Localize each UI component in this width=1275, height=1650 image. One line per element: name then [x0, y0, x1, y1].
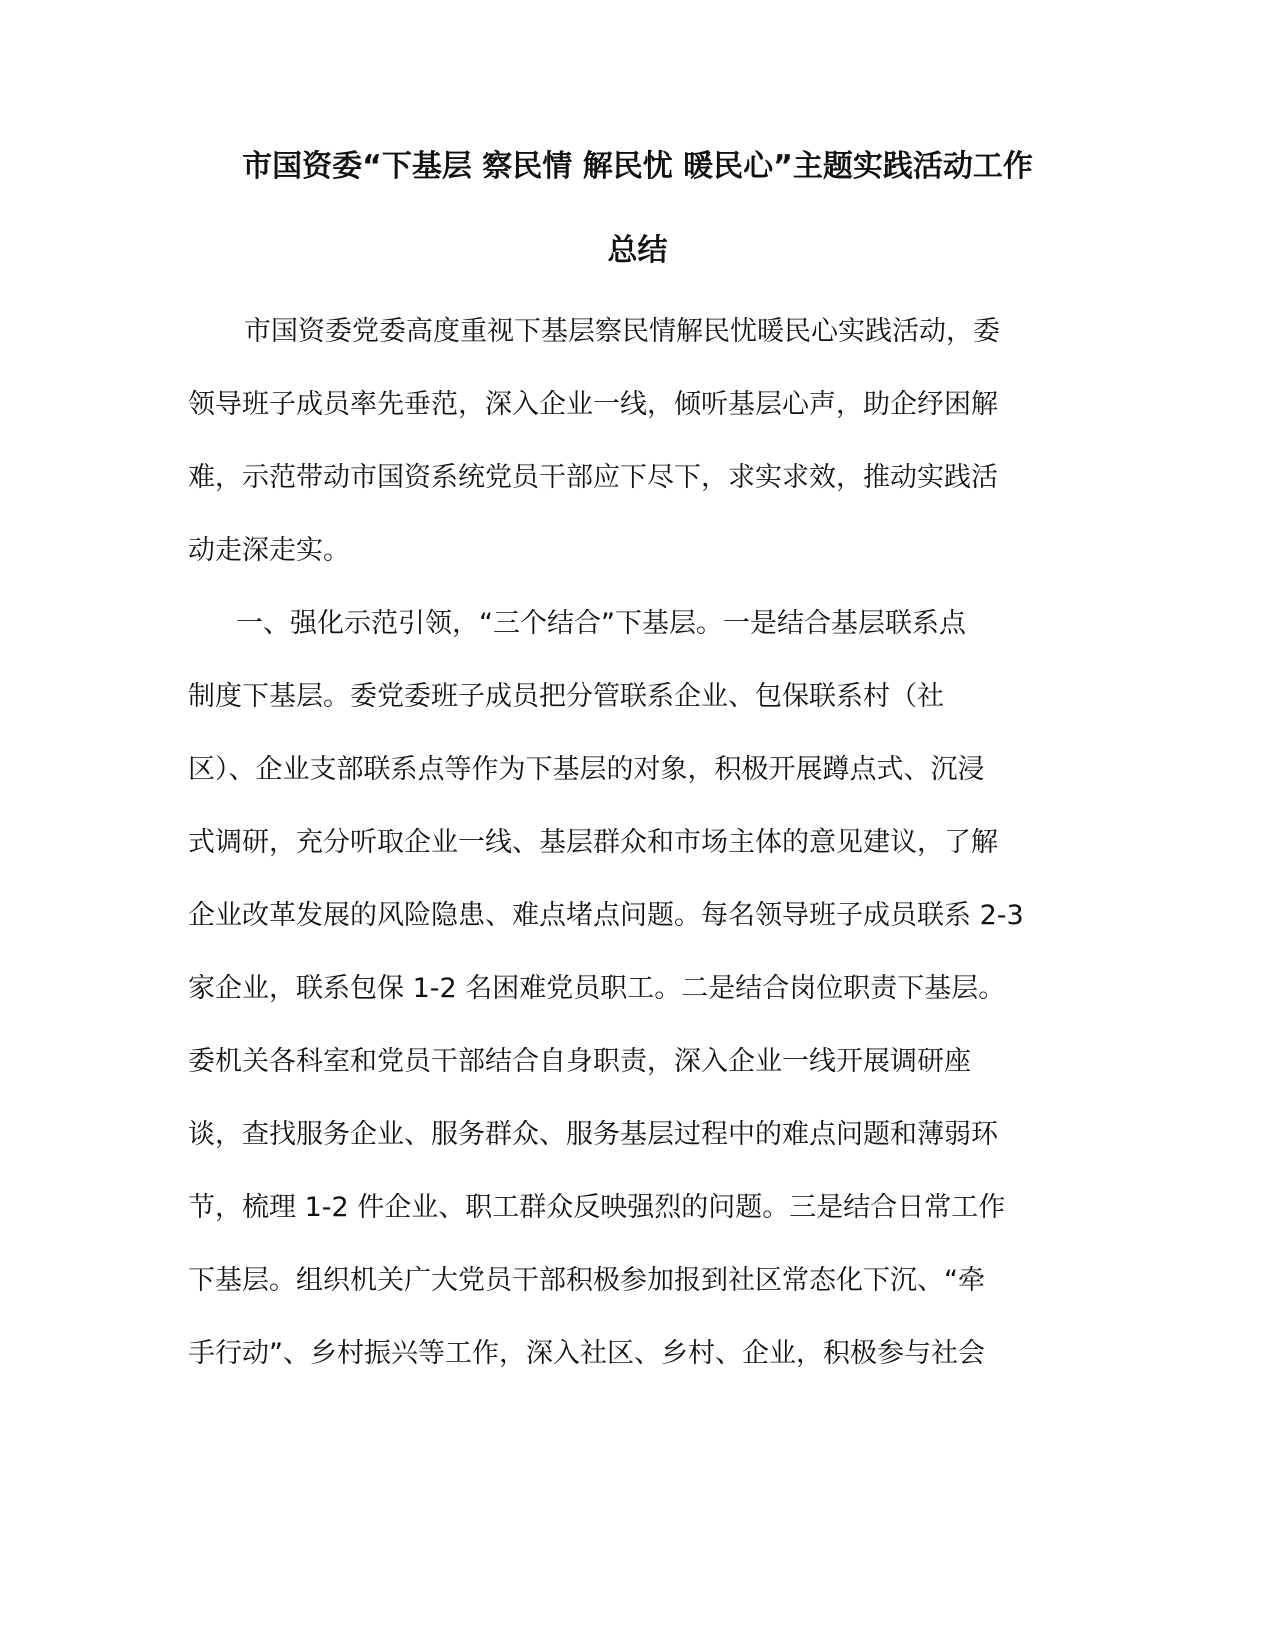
paragraph-line: 家企业，联系包保 1-2 名困难党员职工。二是结合岗位职责下基层。: [188, 973, 1006, 1004]
document-title-line-2: 总结: [607, 233, 668, 268]
paragraph-line: 区）、企业支部联系点等作为下基层的对象，积极开展蹲点式、沉浸: [188, 754, 985, 785]
paragraph-line: 一、强化示范引领，“三个结合”下基层。一是结合基层联系点: [236, 608, 966, 639]
paragraph-line: 谈，查找服务企业、服务群众、服务基层过程中的难点问题和薄弱环: [188, 1119, 998, 1150]
document-title-line-1: 市国资委“下基层 察民情 解民忧 暖民心”主题实践活动工作: [242, 149, 1033, 184]
paragraph-line: 制度下基层。委党委班子成员把分管联系企业、包保联系村（社: [188, 681, 944, 712]
paragraph-line: 手行动”、乡村振兴等工作，深入社区、乡村、企业，积极参与社会: [188, 1338, 985, 1369]
paragraph-line: 动走深走实。: [188, 535, 350, 566]
paragraph-line: 市国资委党委高度重视下基层察民情解民忧暖民心实践活动，委: [244, 316, 1000, 347]
paragraph-line: 委机关各科室和党员干部结合自身职责，深入企业一线开展调研座: [188, 1046, 971, 1077]
paragraph-line: 领导班子成员率先垂范，深入企业一线，倾听基层心声，助企纾困解: [188, 389, 998, 420]
paragraph-line: 节，梳理 1-2 件企业、职工群众反映强烈的问题。三是结合日常工作: [188, 1192, 1006, 1223]
paragraph-line: 企业改革发展的风险隐患、难点堵点问题。每名领导班子成员联系 2-3: [188, 900, 1024, 931]
paragraph-line: 难，示范带动市国资系统党员干部应下尽下，求实求效，推动实践活: [188, 462, 998, 493]
paragraph-line: 下基层。组织机关广大党员干部积极参加报到社区常态化下沉、“牵: [188, 1265, 985, 1296]
paragraph-line: 式调研，充分听取企业一线、基层群众和市场主体的意见建议，了解: [188, 827, 998, 858]
